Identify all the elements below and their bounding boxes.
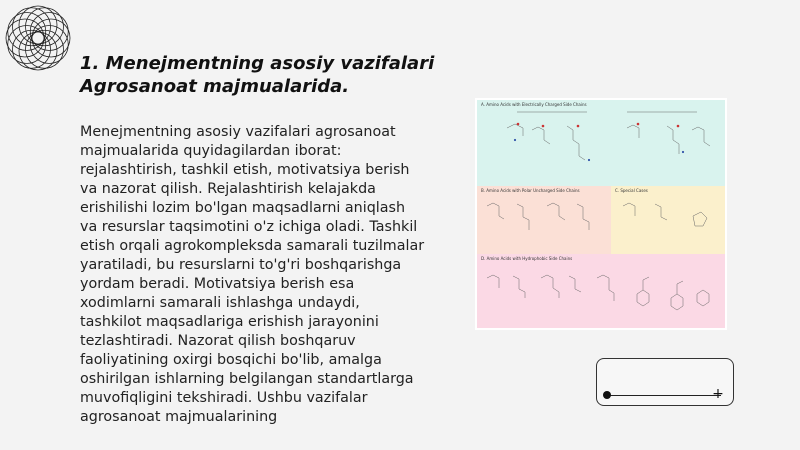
figure-panel-b [477, 186, 611, 254]
slide-body-text: Menejmentning asosiy vazifalari agrosanoat majmualarida quyidagilardan iborat: rejalashtirish, tashkil etish, motivatsiya berish va nazorat qilish. Rejalashtirish kelajakda erishilishi lozim bo'lgan maqsadlarni aniqlash va resurslar taqsimotini o'z ichiga oladi. Tashkil etish orqali agrokompleksda samarali tuzilmalar yaratiladi, bu resurslarni to'g'ri boshqarishga yordam beradi. Motivatsiya berish esa xodimlarni samarali ishlashga undaydi, tashkilot maqsadlariga erishish jarayonini tezlashtiradi. Nazorat qilish boshqaruv faoliyatining oxirgi bosqichi bo'lib, amalga oshirilgan ishlarning belgilangan standartlarga muvofiqligini tekshiradi. Ushbu vazifalar agrosanoat majmualarining [80, 124, 425, 425]
spirograph-logo-icon [4, 4, 72, 72]
figure-panel-a [477, 100, 725, 186]
figure-panel-label: C. Special Cases [615, 188, 648, 193]
figure-panel-d [477, 254, 725, 328]
amino-acid-figure [475, 98, 727, 330]
figure-panel-label: D. Amino Acids with Hydrophobic Side Chains [481, 256, 573, 261]
panel-c-structures [611, 186, 725, 254]
media-slider-control [596, 358, 734, 406]
figure-panel-c [611, 186, 725, 254]
figure-panel-label: B. Amino Acids with Polar Uncharged Side Chains [481, 188, 580, 193]
panel-d-structures [477, 254, 725, 328]
slide-title: 1. Menejmentning asosiy vazifalari Agrosanoat majmualarida. [80, 53, 435, 97]
plus-icon[interactable]: + [712, 386, 724, 402]
panel-a-structures [477, 100, 725, 186]
panel-b-structures [477, 186, 611, 254]
slider-track[interactable] [607, 395, 721, 396]
figure-panel-label: A. Amino Acids with Electrically Charged Side Chains [481, 102, 587, 107]
record-dot-icon[interactable] [603, 391, 611, 399]
